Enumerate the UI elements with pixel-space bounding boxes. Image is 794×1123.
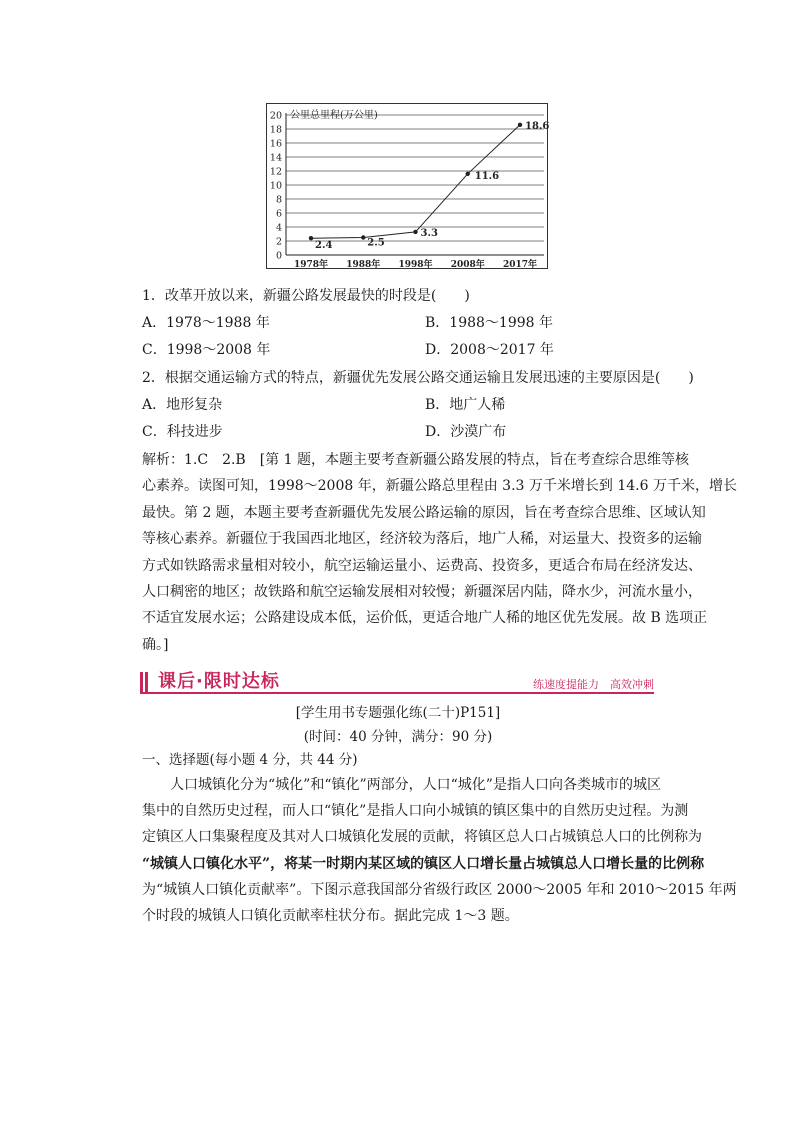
analysis-line: 人口稠密的地区；故铁路和航空运输发展相对较慢；新疆深居内陆，降水少，河流水量小， [142, 583, 702, 600]
section-title: 课后·限时达标 [158, 671, 280, 692]
section-banner [140, 670, 654, 694]
y-tick-label: 0 [275, 250, 282, 262]
part-heading: 一、选择题(每小题 4 分，共 44 分) [142, 752, 358, 768]
data-point [361, 235, 365, 239]
question-2-option-b: B．地广人稀 [425, 397, 506, 413]
analysis-line: 心素养。读图可知，1998～2008 年，新疆公路总里程由 3.3 万千米增长到 14.6 万千米，增长 [142, 478, 737, 495]
data-point [466, 172, 470, 176]
banner-rule [140, 692, 654, 694]
chart-svg [266, 103, 548, 269]
question-2-option-d: D．沙漠广布 [425, 424, 507, 440]
y-tick-label: 2 [275, 236, 282, 248]
section-slogan: 练速度提能力 高效冲刺 [533, 678, 654, 691]
data-label: 3.3 [420, 227, 438, 239]
analysis-line: 解析：1.C 2.B [第 1 题，本题主要考查新疆公路发展的特点，旨在考查综合思维等核 [142, 452, 689, 468]
y-tick-label: 10 [269, 180, 282, 192]
y-tick-label: 6 [275, 208, 282, 220]
question-2-option-a: A．地形复杂 [142, 397, 223, 413]
data-point [413, 230, 417, 234]
question-1-option-b: B．1988～1998 年 [425, 315, 553, 331]
data-point [518, 123, 522, 127]
analysis-line: 确。] [142, 636, 169, 653]
passage-line: 集中的自然历史过程，而人口“镇化”是指人口向小城镇的镇区集中的自然历史过程。为测 [142, 803, 689, 820]
chart-border [267, 104, 548, 269]
y-tick-label: 14 [269, 152, 282, 164]
question-1-stem: 1．改革开放以来，新疆公路发展最快的时段是( ) [142, 288, 470, 304]
y-tick-label: 12 [269, 166, 282, 178]
time-limit-line: (时间：40 分钟，满分：90 分) [303, 729, 493, 745]
answer-analysis [142, 447, 737, 658]
road-mileage-chart [266, 103, 548, 269]
passage-line: 为“城镇人口镇化贡献率”。下图示意我国部分省级行政区 2000～2005 年和 2010～2015 年两 [142, 881, 737, 898]
x-tick-label: 1978年 [293, 260, 329, 270]
data-point [309, 236, 313, 240]
passage-line: “城镇人口镇化水平”，将某一时期内某区域的镇区人口增长量占城镇总人口增长量的比例称 [142, 855, 705, 872]
question-1-option-d: D．2008～2017 年 [425, 342, 554, 358]
y-tick-label: 4 [275, 222, 282, 234]
passage-line: 人口城镇化分为“城化”和“镇化”两部分，人口“城化”是指人口向各类城市的城区 [170, 777, 661, 793]
analysis-line: 方式如铁路需求量相对较小，航空运输运量小、运费高、投资多，更适合布局在经济发达、 [142, 557, 702, 574]
x-tick-label: 1998年 [398, 260, 433, 270]
banner-stripes [140, 672, 152, 692]
x-tick-label: 2017年 [502, 260, 538, 270]
data-label: 18.6 [525, 120, 550, 132]
y-tick-label: 18 [269, 124, 282, 136]
x-tick-label: 1988年 [346, 260, 381, 270]
passage [142, 772, 737, 929]
question-1-option-c: C．1998～2008 年 [142, 342, 271, 358]
question-1-option-a: A．1978～1988 年 [142, 315, 270, 331]
data-label: 11.6 [474, 170, 500, 182]
passage-line: 定镇区人口集聚程度及其对人口城镇化发展的贡献，将镇区总人口占城镇总人口的比例称为 [142, 829, 702, 846]
y-tick-label: 16 [269, 138, 282, 150]
question-2-stem: 2．根据交通运输方式的特点，新疆优先发展公路交通运输且发展迅速的主要原因是( ) [142, 370, 694, 386]
passage-line: 个时段的城镇人口镇化贡献率柱状分布。据此完成 1～3 题。 [142, 907, 519, 924]
analysis-line: 不适宜发展水运；公路建设成本低，运价低，更适合地广人稀的地区优先发展。故 B 选项正 [142, 610, 708, 627]
analysis-line: 等核心素养。新疆位于我国西北地区，经济较为落后，地广人稀，对运量大、投资多的运输 [142, 531, 702, 548]
data-label: 2.5 [367, 237, 385, 249]
y-tick-label: 8 [275, 194, 282, 206]
x-tick-label: 2008年 [450, 260, 485, 270]
y-tick-label: 20 [269, 110, 282, 122]
analysis-line: 最快。第 2 题，本题主要考查新疆优先发展公路运输的原因，旨在考查综合思维、区域认知 [142, 504, 706, 521]
chart-title: 公里总里程(万公里) [290, 110, 378, 121]
reference-line: [学生用书专题强化练(二十)P151] [295, 705, 501, 721]
question-2-option-c: C．科技进步 [142, 424, 223, 440]
data-label: 2.4 [315, 240, 333, 252]
